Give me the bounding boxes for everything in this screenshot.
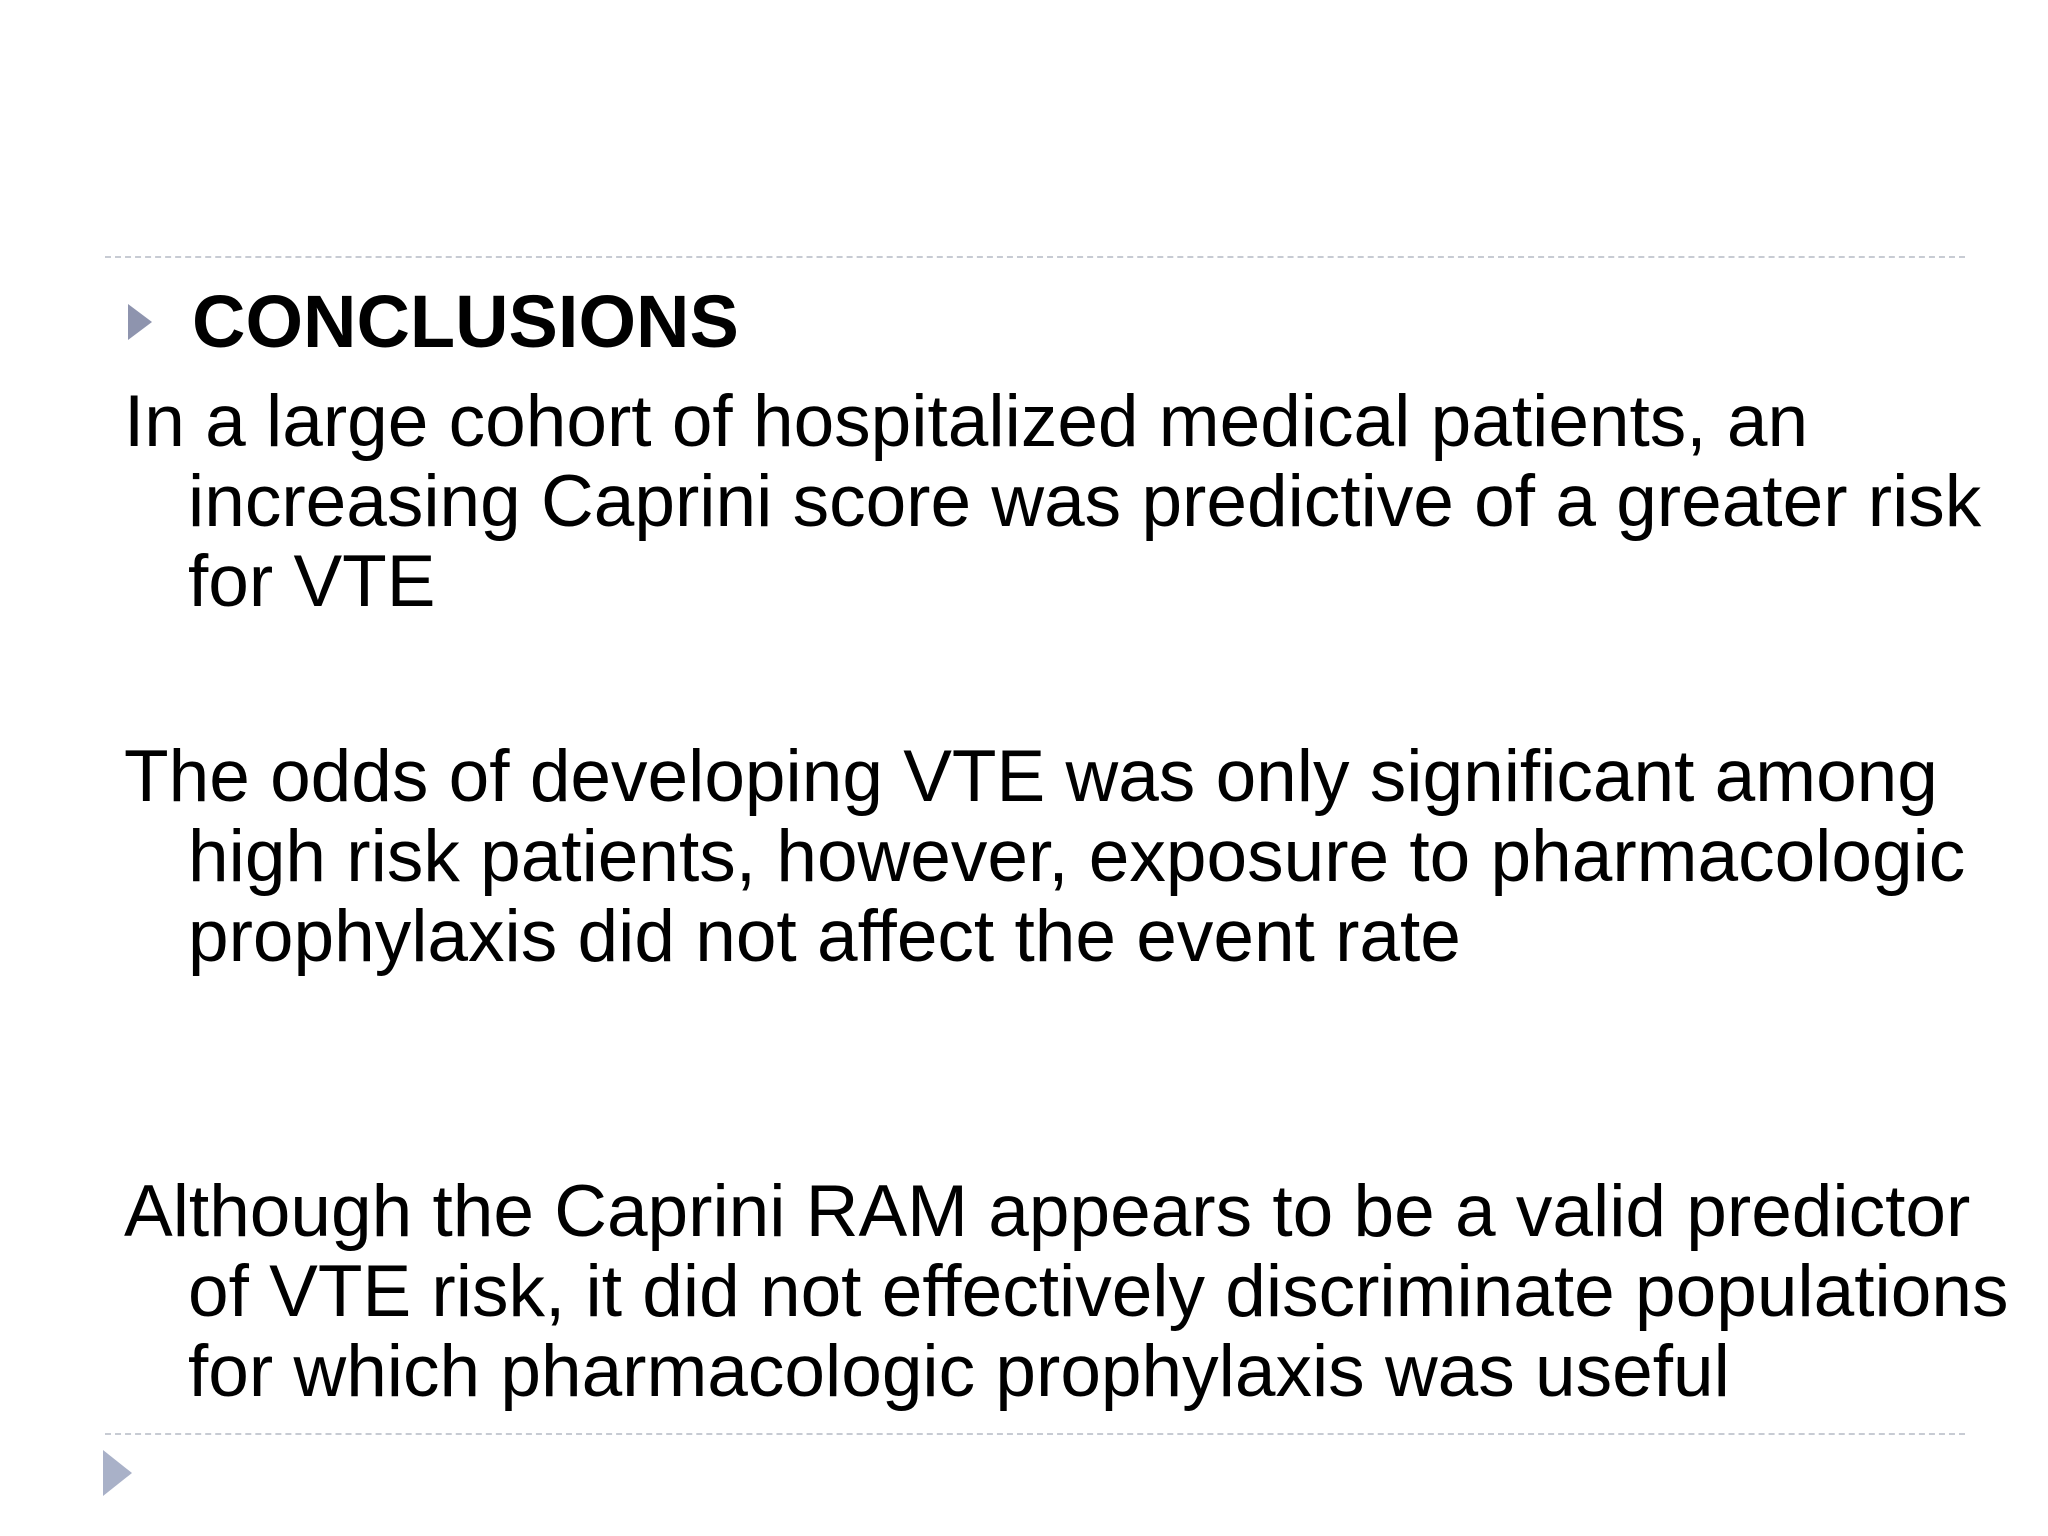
- conclusion-paragraph-3: Although the Caprini RAM appears to be a valid predictor of VTE risk, it did not effectively discriminate populations for which pharmacologic prophylaxis was useful: [124, 1171, 2009, 1412]
- top-divider: [105, 256, 1965, 258]
- slide-heading: CONCLUSIONS: [192, 280, 739, 363]
- conclusion-paragraph-2: The odds of developing VTE was only significant among high risk patients, however, exposure to pharmacologic prophylaxis did not affect the event rate: [124, 736, 1966, 977]
- bottom-divider: [105, 1433, 1965, 1435]
- triangle-bullet-icon: [128, 304, 152, 340]
- conclusion-paragraph-1: In a large cohort of hospitalized medical patients, an increasing Caprini score was predictive of a greater risk for VTE: [124, 381, 1982, 622]
- triangle-marker-icon: [103, 1450, 132, 1496]
- heading-row: [128, 282, 739, 362]
